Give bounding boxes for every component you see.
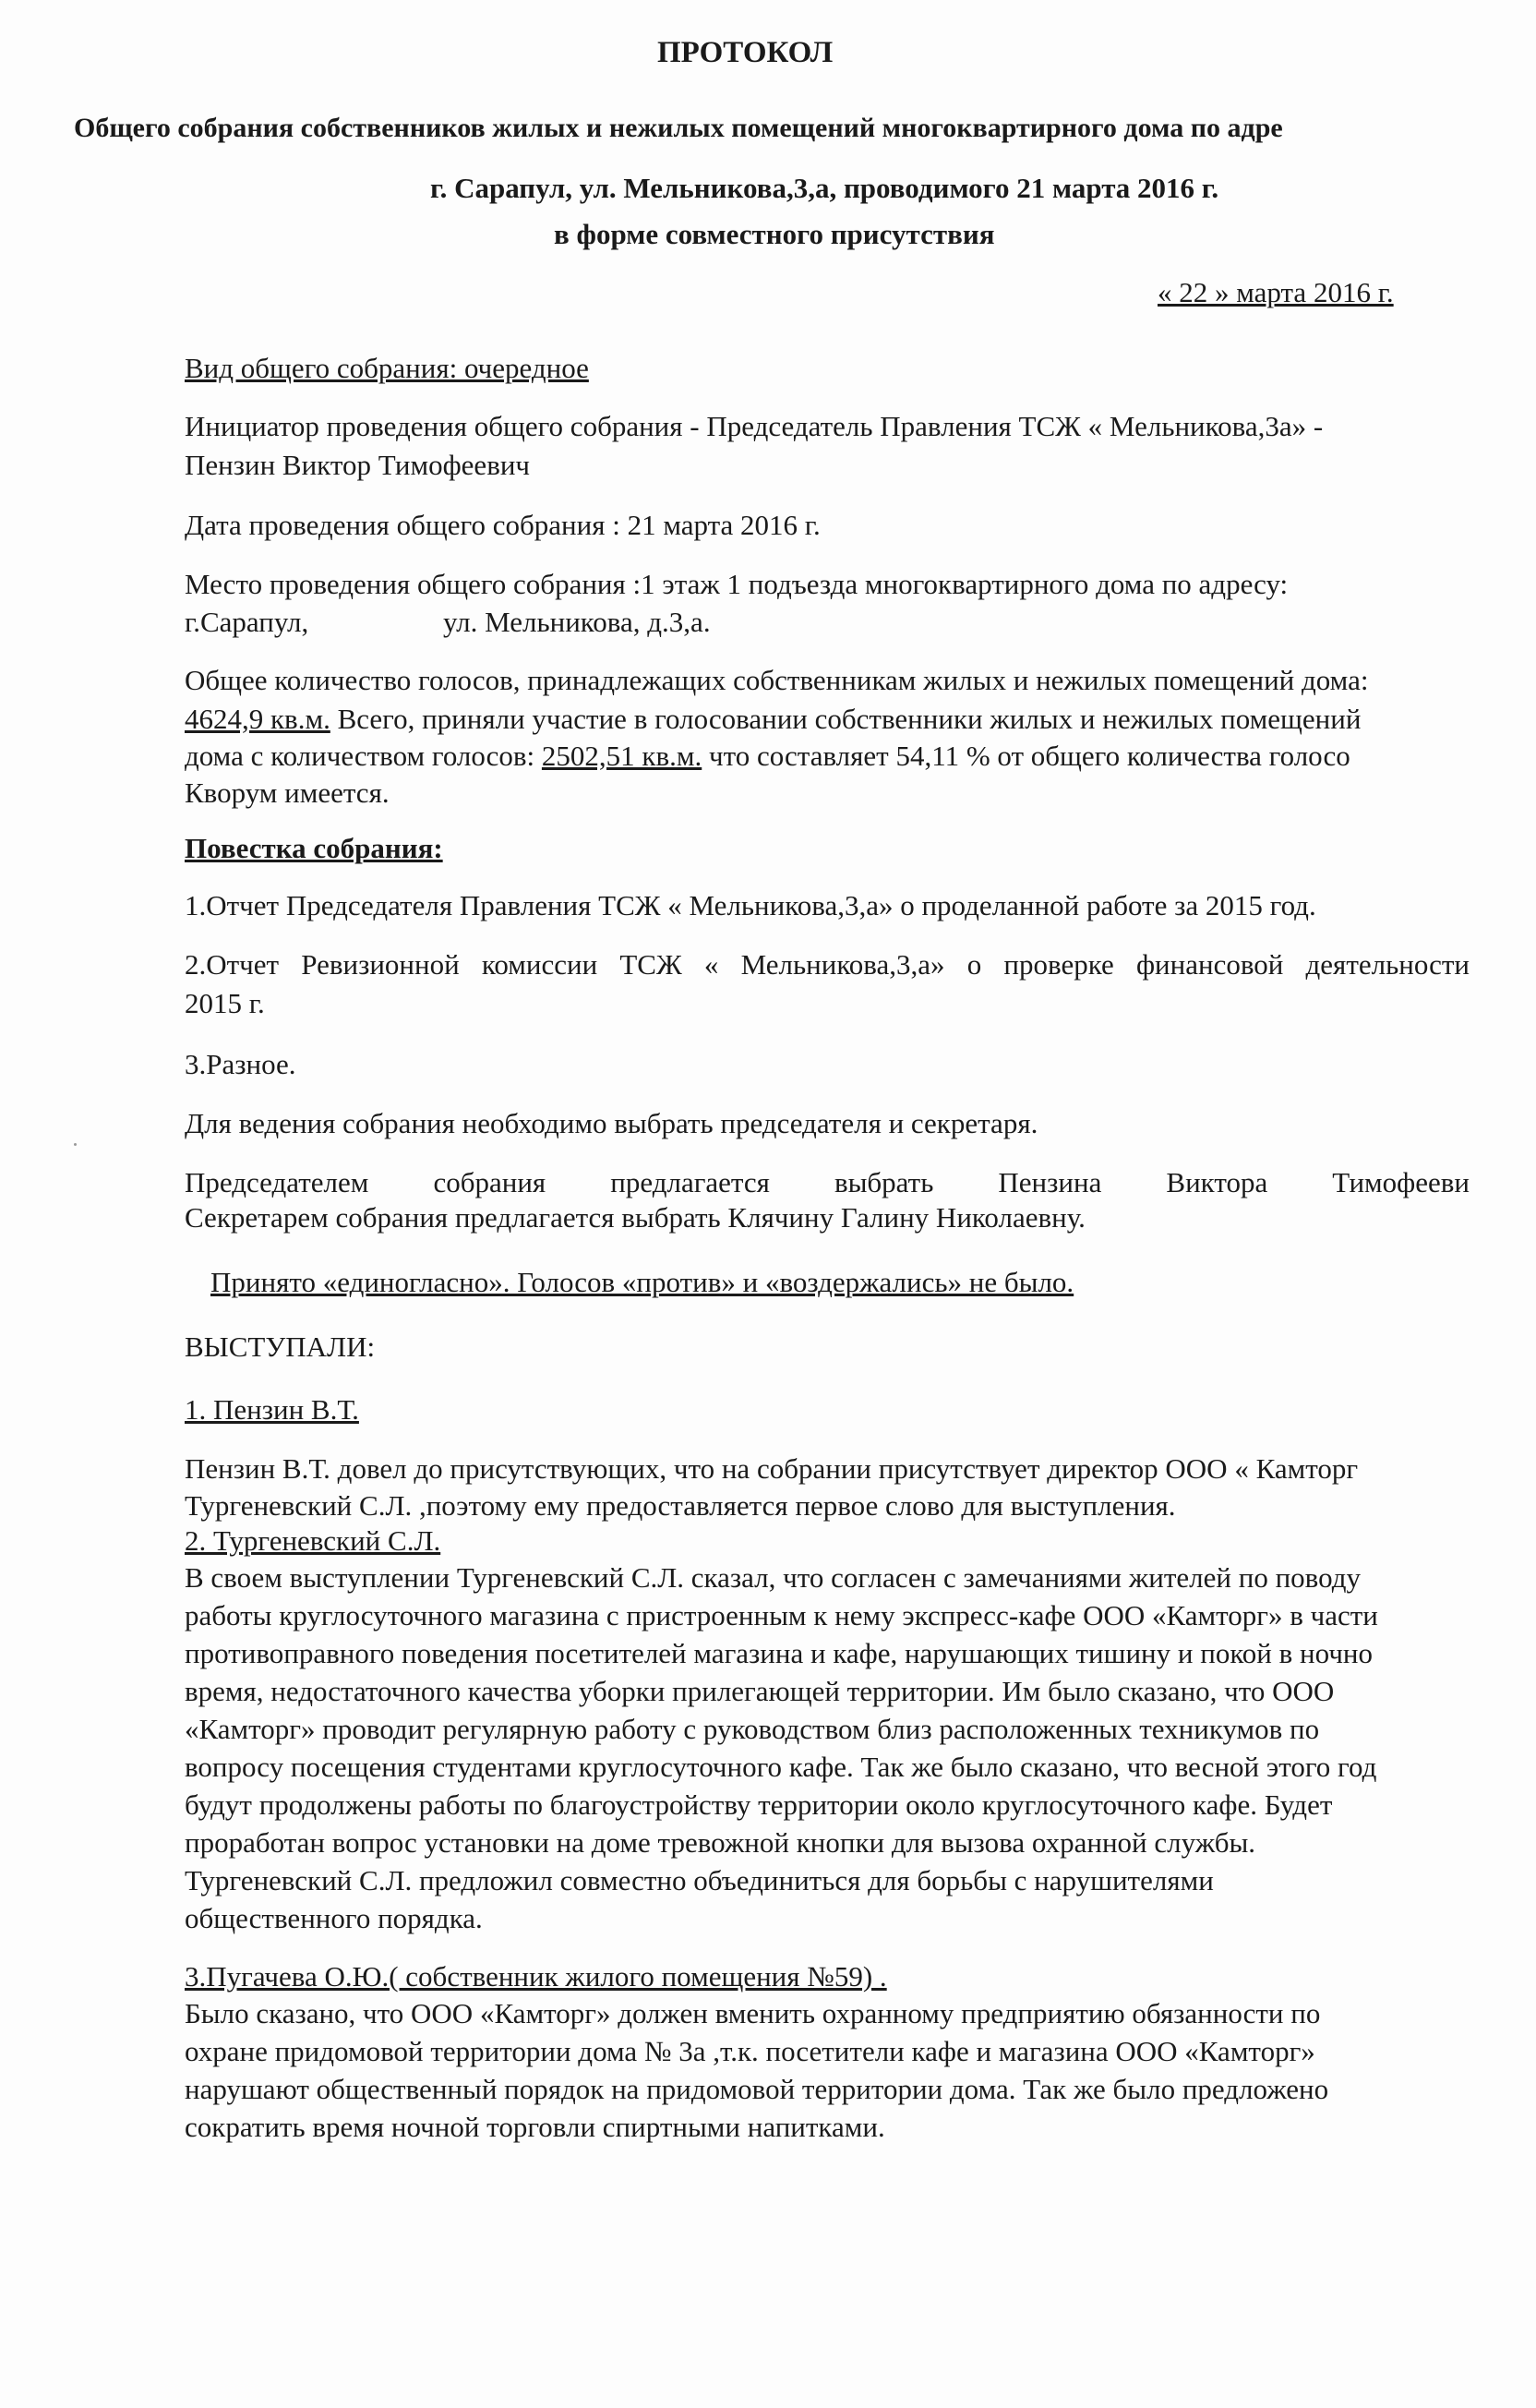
agenda-item-2-line-2: 2015 г. bbox=[185, 987, 265, 1019]
document-address: г. Сарапул, ул. Мельникова,3,а, проводимого 21 марта 2016 г. bbox=[430, 172, 1219, 204]
speaker-3-line: нарушают общественный порядок на придомовой территории дома. Так же было предложено bbox=[185, 2073, 1329, 2105]
speaker-1-line-2: Тургеневский С.Л. ,поэтому ему предоставляется первое слово для выступления. bbox=[185, 1489, 1176, 1522]
speaker-2-line: работы круглосуточного магазина с пристроенным к нему экспресс-кафе ООО «Камторг» в части bbox=[185, 1599, 1378, 1631]
initiator-line-1: Инициатор проведения общего собрания - Председатель Правления ТСЖ « Мельникова,3а» - bbox=[185, 410, 1324, 442]
document-subtitle: Общего собрания собственников жилых и нежилых помещений многоквартирного дома по адре bbox=[74, 113, 1283, 143]
chair-need: Для ведения собрания необходимо выбрать председателя и секретаря. bbox=[185, 1107, 1038, 1139]
speaker-3-heading: 3.Пугачева О.Ю.( собственник жилого помещения №59) . bbox=[185, 1960, 887, 1993]
speaker-3-line: Было сказано, что ООО «Камторг» должен вменить охранному предприятию обязанности по bbox=[185, 1997, 1321, 2029]
accepted-text: Принято «единогласно». Голосов «против» и «воздержались» не было. bbox=[210, 1266, 1074, 1298]
votes-line-3-rest: что составляет 54,11 % от общего количества голосо bbox=[702, 740, 1350, 772]
meeting-date: Дата проведения общего собрания : 21 марта 2016 г. bbox=[185, 509, 821, 541]
quorum-text: Кворум имеется. bbox=[185, 777, 390, 809]
speaker-2-line: будут продолжены работы по благоустройству территории около круглосуточного кафе. Будет bbox=[185, 1788, 1333, 1821]
speaker-2-line: проработан вопрос установки на доме тревожной кнопки для вызова охранной службы. bbox=[185, 1826, 1256, 1859]
speaker-2-heading: 2. Тургеневский С.Л. bbox=[185, 1524, 441, 1557]
scan-dust-speck bbox=[74, 1143, 77, 1146]
meeting-type-text: Вид общего собрания: очередное bbox=[185, 352, 589, 384]
speaker-2-line: время, недостаточного качества уборки прилегающей территории. Им было сказано, что ООО bbox=[185, 1675, 1335, 1707]
speaker-2-line: В своем выступлении Тургеневский С.Л. сказал, что согласен с замечаниями жителей по поводу bbox=[185, 1561, 1361, 1594]
speeches-heading: ВЫСТУПАЛИ: bbox=[185, 1330, 376, 1363]
secretary-proposal: Секретарем собрания предлагается выбрать Клячину Галину Николаевну. bbox=[185, 1201, 1086, 1234]
initiator-line-2: Пензин Виктор Тимофеевич bbox=[185, 449, 531, 481]
agenda-item-1: 1.Отчет Председателя Правления ТСЖ « Мельникова,3,а» о проделанной работе за 2015 год. bbox=[185, 889, 1316, 921]
meeting-place-street: ул. Мельникова, д.3,а. bbox=[443, 606, 711, 638]
meeting-place-line-1: Место проведения общего собрания :1 этаж 1 подъезда многоквартирного дома по адресу: bbox=[185, 568, 1289, 600]
speaker-2-line: вопросу посещения студентами круглосуточного кафе. Так же было сказано, что весной этого год bbox=[185, 1751, 1377, 1783]
votes-line-1: Общее количество голосов, принадлежащих собственникам жилых и нежилых помещений дома: bbox=[185, 664, 1369, 696]
document-date: « 22 » марта 2016 г. bbox=[1158, 276, 1394, 308]
total-area: 4624,9 кв.м. bbox=[185, 703, 330, 735]
speaker-3-line: сократить время ночной торговли спиртными напитками. bbox=[185, 2111, 885, 2143]
agenda-heading: Повестка собрания: bbox=[185, 832, 443, 864]
speaker-1-line-1: Пензин В.Т. довел до присутствующих, что на собрании присутствует директор ООО « Камторг bbox=[185, 1452, 1359, 1485]
agenda-item-2-line-1: 2.Отчет Ревизионной комиссии ТСЖ « Мельникова,3,а» о проверке финансовой деятельности bbox=[185, 948, 1470, 981]
meeting-type bbox=[185, 351, 589, 386]
agenda-item-3: 3.Разное. bbox=[185, 1048, 296, 1080]
votes-line-3-start: дома с количеством голосов: bbox=[185, 740, 542, 772]
chair-proposal: Председателем собрания предлагается выбрать Пензина Виктора Тимофееви bbox=[185, 1166, 1470, 1198]
votes-line-3 bbox=[185, 739, 1350, 774]
votes-line-2-rest: Всего, приняли участие в голосовании собственники жилых и нежилых помещений bbox=[330, 703, 1362, 735]
speaker-2-line: «Камторг» проводит регулярную работу с руководством близ расположенных техникумов по bbox=[185, 1713, 1320, 1745]
speaker-2-line: противоправного поведения посетителей магазина и кафе, нарушающих тишину и покой в ночно bbox=[185, 1637, 1373, 1669]
votes-line-2 bbox=[185, 702, 1361, 737]
speaker-1-heading: 1. Пензин В.Т. bbox=[185, 1393, 359, 1426]
meeting-place-city: г.Сарапул, bbox=[185, 606, 309, 638]
speaker-2-line: Тургеневский С.Л. предложил совместно объединиться для борьбы с нарушителями bbox=[185, 1864, 1214, 1896]
document-form: в форме совместного присутствия bbox=[554, 218, 995, 250]
participated-area: 2502,51 кв.м. bbox=[541, 740, 702, 772]
document-title: ПРОТОКОЛ bbox=[657, 36, 834, 69]
speaker-2-line: общественного порядка. bbox=[185, 1902, 483, 1934]
speaker-3-line: охране придомовой территории дома № 3а ,т.к. посетители кафе и магазина ООО «Камторг» bbox=[185, 2035, 1315, 2067]
